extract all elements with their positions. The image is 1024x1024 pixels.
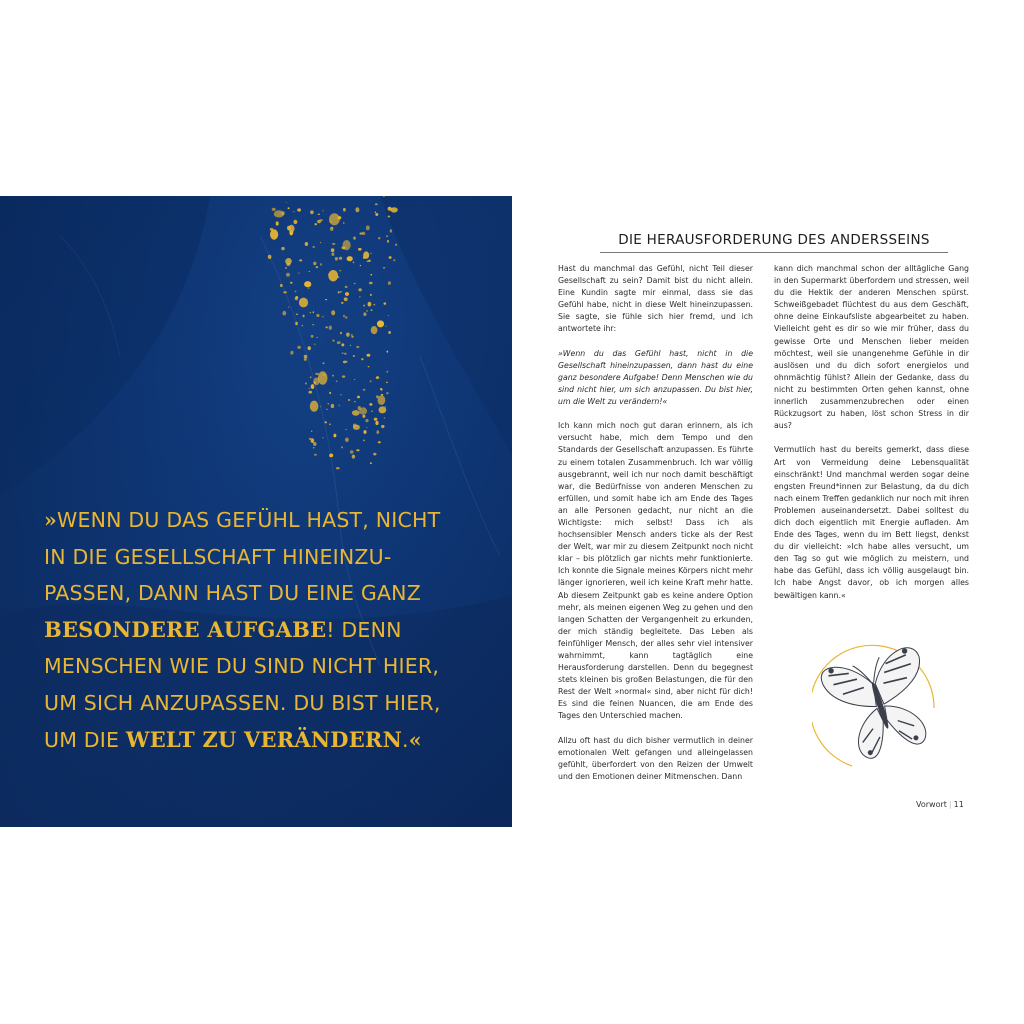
text-column-left [558,263,753,795]
quote-line-1: »WENN DU DAS GEFÜHL HAST, NICHT [44,508,441,532]
quote-line-5: MENSCHEN WIE DU SIND NICHT HIER, [44,654,440,679]
paragraph: Allzu oft hast du dich bisher vermutlich in deiner emotionalen Welt gefangen und alleingelassen gefühlt, überfordert von den Reizen der Umwelt und den Emotionen deiner Mitmenschen. Dann [558,735,753,781]
chapter-heading: DIE HERAUSFORDERUNG DES ANDERSSEINS [600,232,948,253]
page-number: 11 [953,800,964,809]
quote-panel [0,196,512,827]
page-footer [916,800,964,809]
paragraph: Ich kann mich noch gut daran erinnern, als ich versucht habe, mich dem Tempo und den Standards der Gesellschaft anzupassen. Es führte zu einem totalen Zusammenbruch. Ich war völlig ausgebrannt, weil ich nur noch damit beschäftigt war, die Bedürfnisse von anderen Menschen zu erfüllen, und somit habe ich am Ende des Tages an alle Personen gedacht, nur nicht an die Wichtigste: mich selbst! Dass ich als hochsensibler Mensch anders ticke als der Rest der Welt, war mir zu diesem Zeitpunkt noch nicht klar – bis plötzlich gar nichts mehr funktionierte. Ich konnte die Signale meines Körpers nicht mehr länger ignorieren, weil ich keine Kraft mehr hatte. Ab diesem Zeitpunkt gab es keine andere Option mehr, als meinen eigenen Weg zu gehen und den langen Schatten der Vergangenheit zu erkunden, der mich ständig begleitete. Das Leben als feinfühliger Mensch, der alles sehr viel intensiver wahrnimmt, kann tagtäglich eine Herausforderung darstellen. Denn du begegnest stets kleinen bis großen Belastungen, die für den Rest der Welt »normal« sind, aber nicht für dich! Es sind die feinen Nuancen, die am Ende des Tages den Unterschied machen. [558,421,753,721]
quote-emphasis-welt: WELT ZU VERÄNDERN [125,726,402,752]
footer-separator: | [948,800,952,809]
quote-line-7: UM DIE WELT ZU VERÄNDERN.« [44,726,422,752]
text-column-right [774,263,969,614]
quote-line-4: BESONDERE AUFGABE! DENN [44,616,402,642]
butterfly-icon [812,616,952,786]
quote-line-3: PASSEN, DANN HAST DU EINE GANZ [44,581,421,606]
quote-line-2: IN DIE GESELLSCHAFT HINEINZU- [44,544,392,569]
quote-emphasis-aufgabe: BESONDERE AUFGABE [44,616,327,642]
paragraph: Hast du manchmal das Gefühl, nicht Teil dieser Gesellschaft zu sein? Damit bist du nicht allein. Eine Kundin sagte mir einmal, dass sie das Gefühl habe, nicht in diese Welt hineinzupassen. Sie sagte, sie fühle sich hier fremd, und ich antwortete ihr: [558,264,753,334]
quote-open-mark: » [44,508,58,532]
section-label: Vorwort [916,800,947,809]
pull-quote [44,502,484,758]
paragraph: kann dich manchmal schon der alltägliche Gang in den Supermarkt überfordern und stressen, weil du die Hektik der anderen Menschen spürst. Schweißgebadet flüchtest du aus dem Geschäft, ohne deine Einkaufsliste abgearbeitet zu haben. Vielleicht geht es dir so wie mir früher, dass du gewisse Orte und Menschen lieber meiden möchtest, weil sie unangenehme Gefühle in dir auslösen und du dich sofort energielos und ohnmächtig fühlst? Allein der Gedanke, dass du nicht zu bestimmten Orten gehen kannst, ohne innerlich zusammenzubrechen oder einen Rückzugsort zu haben, löst schon Stress in dir aus? [774,264,969,431]
paragraph-quote-italic: »Wenn du das Gefühl hast, nicht in die Gesellschaft hineinzupassen, dann hast du eine ganz besondere Aufgabe! Denn Menschen wie du sind nicht hier, um sich anzupassen. Du bist hier, um die Welt zu verändern!« [558,348,753,407]
paragraph: Vermutlich hast du bereits gemerkt, dass diese Art von Vermeidung deine Lebensqualität einschränkt! Und manchmal werden sogar deine engsten Freund*innen zur Belastung, da du dich nach einem Treffen gedanklich nur noch mit ihren Problemen auseinandersetzt. Dabei solltest du dich doch eigentlich mit Energie aufladen. Am Ende des Tages, wenn du im Bett liegst, denkst du dir vielleicht: »Ich habe alles versucht, um den Tag so gut wie möglich zu meistern, und habe das Gefühl, dass ich völlig ausgelaugt bin. Ich habe Angst davor, ob ich morgen alles bewältigen kann.« [774,445,969,600]
quote-close-mark: « [408,727,422,752]
quote-line-6: UM SICH ANZUPASSEN. DU BIST HIER, [44,690,441,715]
